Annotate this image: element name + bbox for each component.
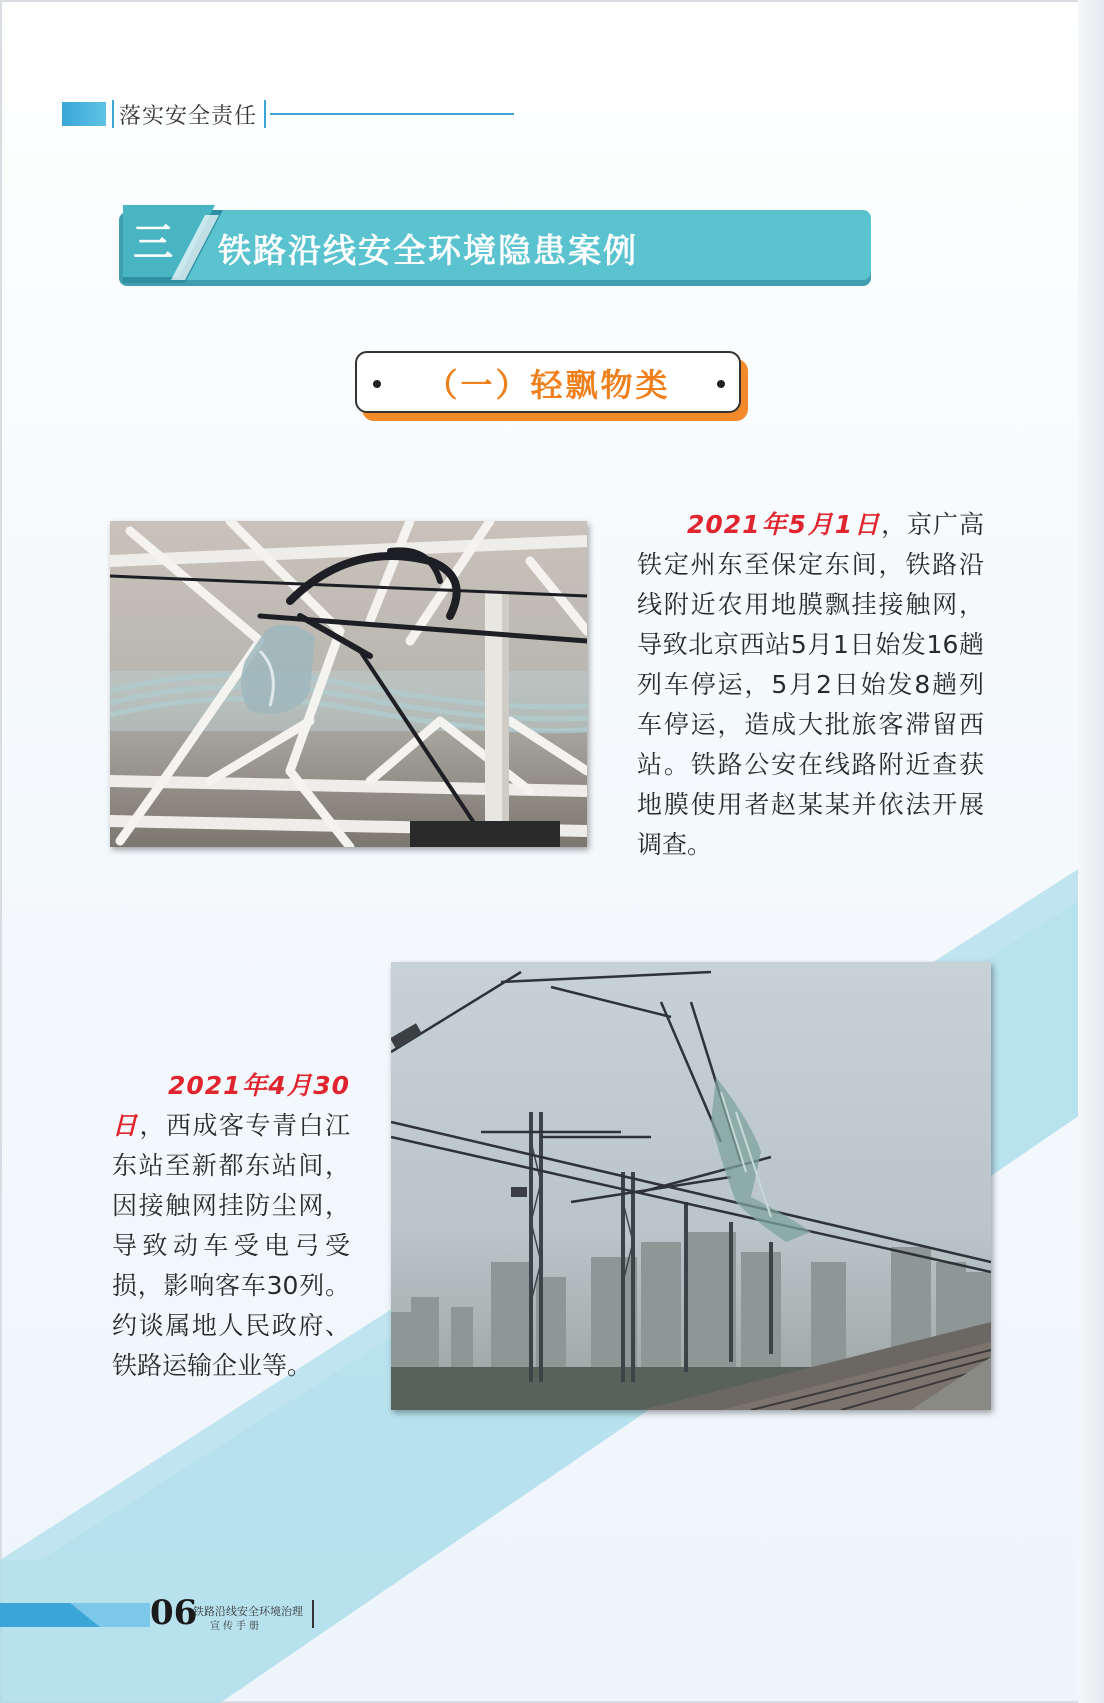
section-label: 落实安全责任 <box>119 104 258 129</box>
case-2-text: ，西成客专青白江东站至新都东站间，因接触网挂防尘网，导致动车受电弓受损，影响客车30列。约谈属地人民政府、铁路运输企业等。 <box>112 1111 350 1380</box>
banner-title: 铁路沿线安全环境隐患案例 <box>218 231 638 270</box>
subsection-title: （一）轻飘物类 <box>425 366 671 404</box>
case-2-description <box>112 1066 350 1386</box>
case-1-text: ，京广高铁定州东至保定东间，铁路沿线附近农用地膜飘挂接触网，导致北京西站5月1日始发16趟列车停运，5月2日始发8趟列车停运，造成大批旅客滞留西站。铁路公安在线路附近查获地膜使用者赵某某并依法开展调查。 <box>637 510 984 859</box>
case-1-date: 2021年5月1日 <box>687 510 882 539</box>
header-divider <box>264 100 266 128</box>
photo-film-on-catenary <box>110 521 587 847</box>
header-divider <box>112 100 114 128</box>
photo-dust-net-on-catenary <box>391 962 991 1410</box>
banner-number: 三 <box>133 220 173 266</box>
footer-divider <box>312 1600 314 1628</box>
page-number: 06 <box>150 1593 198 1633</box>
header-rule <box>270 113 514 115</box>
footer-color-bar <box>0 1603 150 1627</box>
book-title-line1: 铁路沿线安全环境治理 <box>193 1605 303 1618</box>
case-2-date: 2021年4月30日 <box>112 1071 350 1140</box>
header-color-block <box>62 102 106 126</box>
book-title-line2: 宣传手册 <box>210 1621 262 1632</box>
page-spine-shadow <box>1078 0 1104 1703</box>
case-1-description <box>637 505 984 865</box>
